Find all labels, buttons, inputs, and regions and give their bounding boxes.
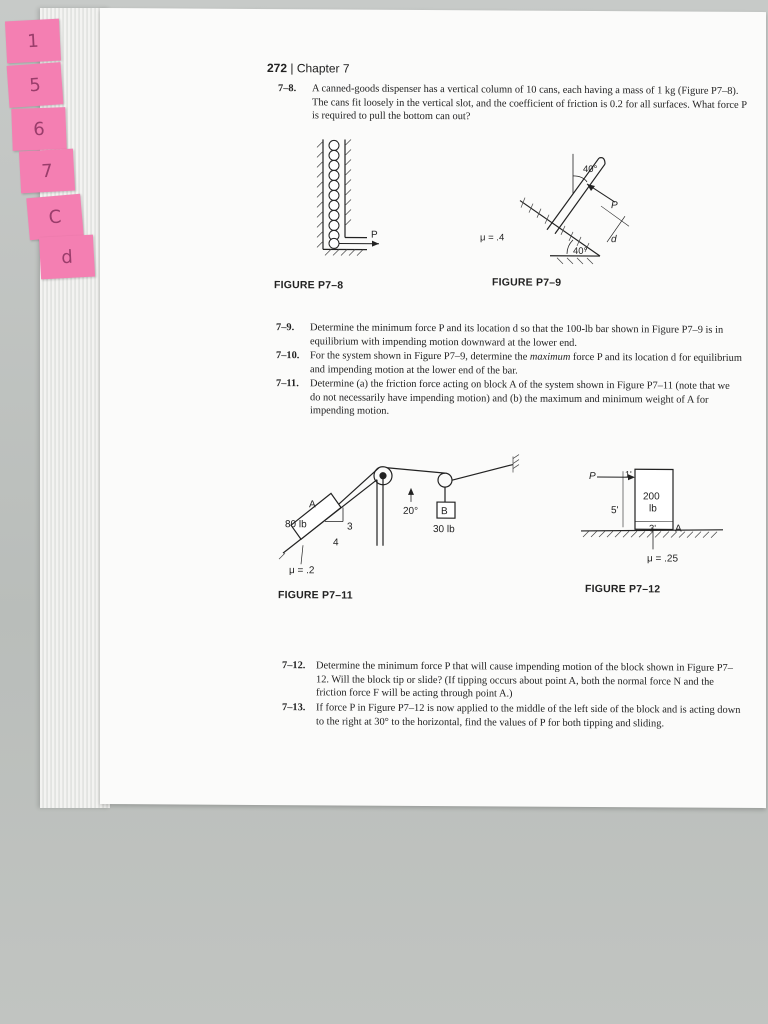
width-label: 3'	[649, 523, 657, 535]
problem-number: 7–8.	[278, 83, 297, 95]
offset-label: 1'	[625, 469, 632, 480]
figure-p7-8-label: FIGURE P7–8	[274, 279, 344, 292]
problem-7-12	[282, 659, 742, 703]
problem-text-part: For the system shown in Figure P7–9, determine the	[310, 350, 530, 363]
problem-7-13	[282, 701, 742, 731]
problem-text: Determine (a) the friction force acting on block A of the system shown in Figure P7–11 (note that we do not necessarily have impending motion) and (b) the maximum and minimum weight of A for impending motion.	[310, 378, 730, 417]
weight-b-label: 30 lb	[433, 524, 455, 536]
problem-text: Determine the minimum force P that will cause impending motion of the block shown in Figure P7–12. Will the block tip or slide? (If tipping occurs about point A, both the normal force N and the friction force F will be acting through point A.)	[316, 660, 733, 700]
problem-number: 7–10.	[276, 350, 300, 362]
figure-p7-9-diagram	[475, 145, 635, 271]
sticky-tab: d	[39, 235, 95, 280]
problem-text: Determine the minimum force P and its location d so that the 100-lb bar shown in Figure P7–9 is in equilibrium with impending motion downward at the lower end.	[310, 322, 724, 349]
problem-text	[310, 349, 742, 379]
problem-number: 7–9.	[276, 322, 295, 334]
problem-7-9	[276, 321, 742, 351]
book-page	[100, 8, 766, 808]
weight-value-label: 200	[643, 491, 660, 503]
figure-p7-11-diagram	[275, 449, 535, 581]
page-header	[267, 61, 350, 76]
block-a-label: A	[309, 499, 316, 511]
header-separator: |	[290, 61, 294, 76]
force-label: P	[611, 200, 618, 212]
mu-label: μ = .25	[647, 553, 679, 565]
slope-rise-label: 3	[347, 521, 353, 533]
sticky-tab: 1	[5, 19, 61, 64]
force-label: P	[589, 470, 596, 483]
problem-text-emphasis: maximum	[529, 351, 571, 363]
angle-label: 20°	[403, 505, 419, 517]
figure-p7-12-label: FIGURE P7–12	[585, 582, 661, 596]
sticky-tab: 7	[19, 149, 75, 194]
angle-bottom-label: 40°	[573, 245, 588, 257]
sticky-tab: C	[26, 194, 83, 241]
height-label: 5'	[611, 505, 619, 517]
problem-7-11	[276, 377, 742, 421]
problem-number: 7–11.	[276, 378, 299, 390]
block-b-label: B	[441, 506, 448, 518]
problem-number: 7–12.	[282, 660, 306, 672]
chapter-title: Chapter 7	[296, 61, 350, 76]
sticky-tab: 6	[11, 107, 66, 151]
figure-p7-12-diagram	[575, 459, 735, 570]
mu-label: μ = .4	[480, 232, 505, 244]
problem-text: If force P in Figure P7–12 is now applied to the middle of the left side of the block and is acting down to the right at 30° to the horizontal, find the values of P for both tipping and sliding.	[316, 702, 741, 730]
figure-p7-8-diagram	[315, 137, 405, 263]
page-number: 272	[267, 61, 288, 76]
weight-unit-label: lb	[649, 503, 657, 515]
problem-number: 7–13.	[282, 702, 306, 714]
figure-p7-11-label: FIGURE P7–11	[278, 589, 353, 602]
figure-p7-9-label: FIGURE P7–9	[492, 276, 562, 289]
angle-top-label: 40°	[583, 163, 598, 176]
sticky-tab: 5	[7, 62, 64, 108]
problem-7-10	[276, 349, 742, 379]
problem-7-8	[278, 82, 748, 126]
force-label: P	[371, 229, 378, 241]
slope-run-label: 4	[333, 537, 339, 549]
distance-label: d	[611, 234, 617, 246]
problem-text: A canned-goods dispenser has a vertical column of 10 cans, each having a mass of 1 kg (Figure P7–8). The cans fit loosely in the vertical slot, and the coefficient of friction is 0.2 for all surfaces. What force P is required to pull the bottom can out?	[312, 83, 747, 123]
problem-text-part: force P and its location d for equilibrium and impending motion at the lower end of the bar.	[310, 351, 742, 377]
weight-a-label: 80 lb	[285, 519, 307, 531]
mu-label: μ = .2	[289, 565, 315, 577]
point-a-label: A	[675, 523, 682, 535]
